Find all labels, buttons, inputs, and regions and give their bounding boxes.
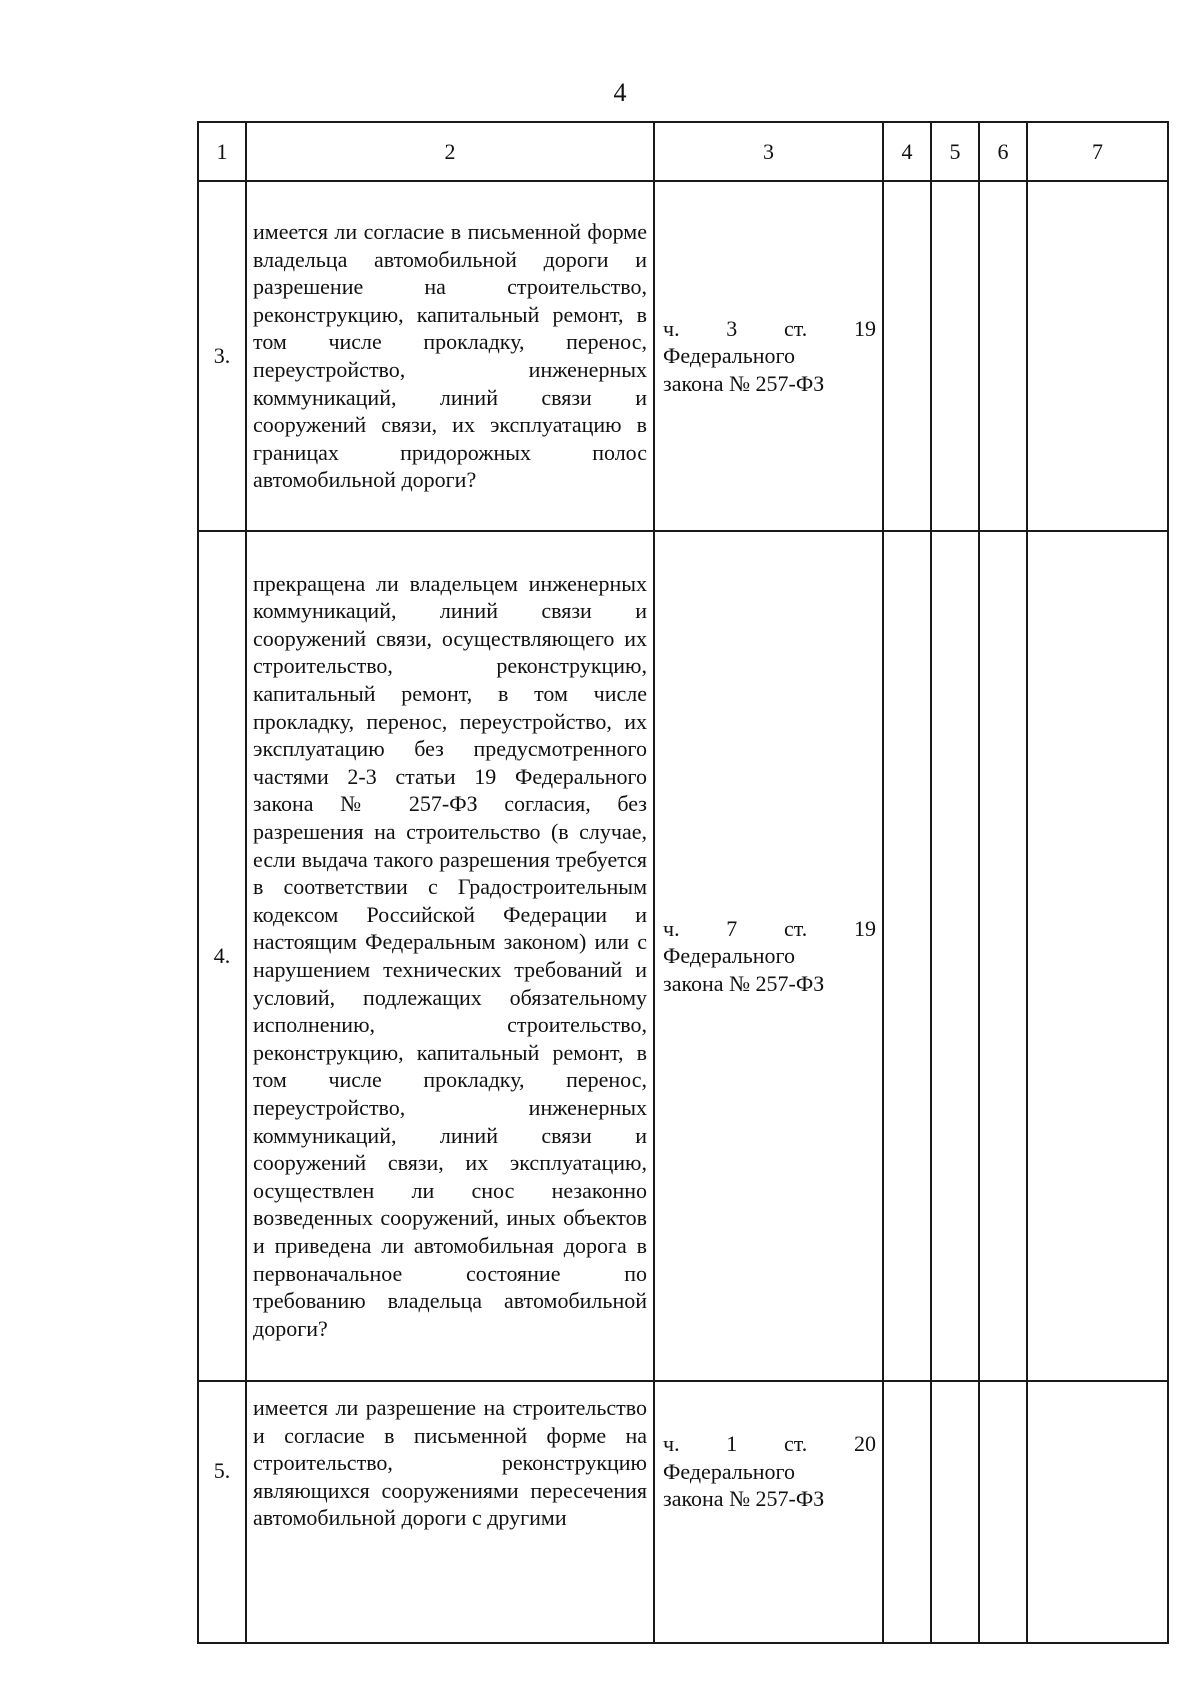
- ref-article-label: ст.: [784, 1431, 808, 1456]
- row-number: 4.: [198, 531, 246, 1381]
- row-number: 5.: [198, 1381, 246, 1643]
- answer-cell-6: [979, 531, 1027, 1381]
- ref-article-label: ст.: [784, 915, 808, 941]
- legal-reference-cell: [654, 1381, 883, 1643]
- checklist-table: [197, 121, 1169, 1644]
- column-header-2: 2: [246, 122, 654, 181]
- ref-part-number: 1: [726, 1431, 738, 1456]
- column-header-6: 6: [979, 122, 1027, 181]
- ref-law-type: Федерального: [663, 943, 796, 969]
- row-number: 3.: [198, 181, 246, 531]
- requirement-cell: [246, 181, 654, 531]
- ref-law-type: Федерального: [663, 343, 796, 369]
- ref-law-type: Федерального: [663, 1458, 796, 1484]
- ref-part-label: ч.: [663, 1431, 680, 1456]
- answer-cell-4: [883, 1381, 931, 1643]
- answer-cell-5: [931, 1381, 979, 1643]
- column-header-1: 1: [198, 122, 246, 181]
- answer-cell-7: [1027, 181, 1168, 531]
- column-header-5: 5: [931, 122, 979, 181]
- requirement-cell: [246, 531, 654, 1381]
- table-row: [198, 1381, 1168, 1643]
- ref-law-name: закона № 257-ФЗ: [663, 970, 825, 996]
- table-row: [198, 531, 1168, 1381]
- ref-article-number: 20: [853, 1431, 876, 1456]
- legal-reference-article: [663, 1430, 876, 1458]
- requirement-text: имеется ли согласие в письменной форме владельца автомобильной дороги и разрешение на строительство, реконструкцию, капитальный ремонт, в том числе прокладку, перенос, переустройство, инженерных коммуникаций, линий связи и сооружений связи, их эксплуатацию в границах придорожных полос автомобильной дороги?: [253, 219, 647, 493]
- ref-part-number: 7: [726, 915, 738, 941]
- column-header-3: 3: [654, 122, 883, 181]
- answer-cell-7: [1027, 531, 1168, 1381]
- table-header-row: [198, 122, 1168, 181]
- requirement-cell: [246, 1381, 654, 1643]
- answer-cell-6: [979, 1381, 1027, 1643]
- legal-reference-cell: [654, 181, 883, 531]
- requirement-text: прекращена ли владельцем инженерных коммуникаций, линий связи и сооружений связи, осуществляющего их строительство, реконструкцию, капитальный ремонт, в том числе прокладку, перенос, переустройство, их эксплуатацию без предусмотренного частями 2-3 статьи 19 Федерального закона № 257-ФЗ согласия, без разрешения на строительство (в случае, если выдача такого разрешения требуется в соответствии с Градостроительным кодексом Российской Федерации и настоящим Федеральным законом) или с нарушением технических требований и условий, подлежащих обязательному исполнению, строительство, реконструкцию, капитальный ремонт, в том числе прокладку, перенос, переустройство, инженерных коммуникаций, линий связи и сооружений связи, их эксплуатацию, осуществлен ли снос незаконно возведенных сооружений, иных объектов и приведена ли автомобильная дорога в первоначальное состояние по требованию владельца автомобильной дороги?: [253, 570, 647, 1341]
- answer-cell-5: [931, 181, 979, 531]
- answer-cell-5: [931, 531, 979, 1381]
- legal-reference-article: [663, 915, 876, 943]
- ref-law-name: закона № 257-ФЗ: [663, 370, 825, 396]
- requirement-text: имеется ли разрешение на строительство и согласие в письменной форме на строительство, реконструкцию являющихся сооружениями пересечения автомобильной дороги с другими: [253, 1395, 647, 1531]
- page-number: 4: [613, 78, 627, 107]
- ref-article-number: 19: [853, 315, 876, 341]
- column-header-4: 4: [883, 122, 931, 181]
- table-row: [198, 181, 1168, 531]
- answer-cell-4: [883, 531, 931, 1381]
- answer-cell-7: [1027, 1381, 1168, 1643]
- ref-law-name: закона № 257-ФЗ: [663, 1486, 825, 1512]
- answer-cell-4: [883, 181, 931, 531]
- legal-reference-cell: [654, 531, 883, 1381]
- ref-part-label: ч.: [663, 915, 680, 941]
- ref-part-number: 3: [726, 315, 738, 341]
- ref-part-label: ч.: [663, 315, 680, 341]
- legal-reference-article: [663, 315, 876, 343]
- ref-article-label: ст.: [784, 315, 808, 341]
- ref-article-number: 19: [853, 915, 876, 941]
- column-header-7: 7: [1027, 122, 1168, 181]
- answer-cell-6: [979, 181, 1027, 531]
